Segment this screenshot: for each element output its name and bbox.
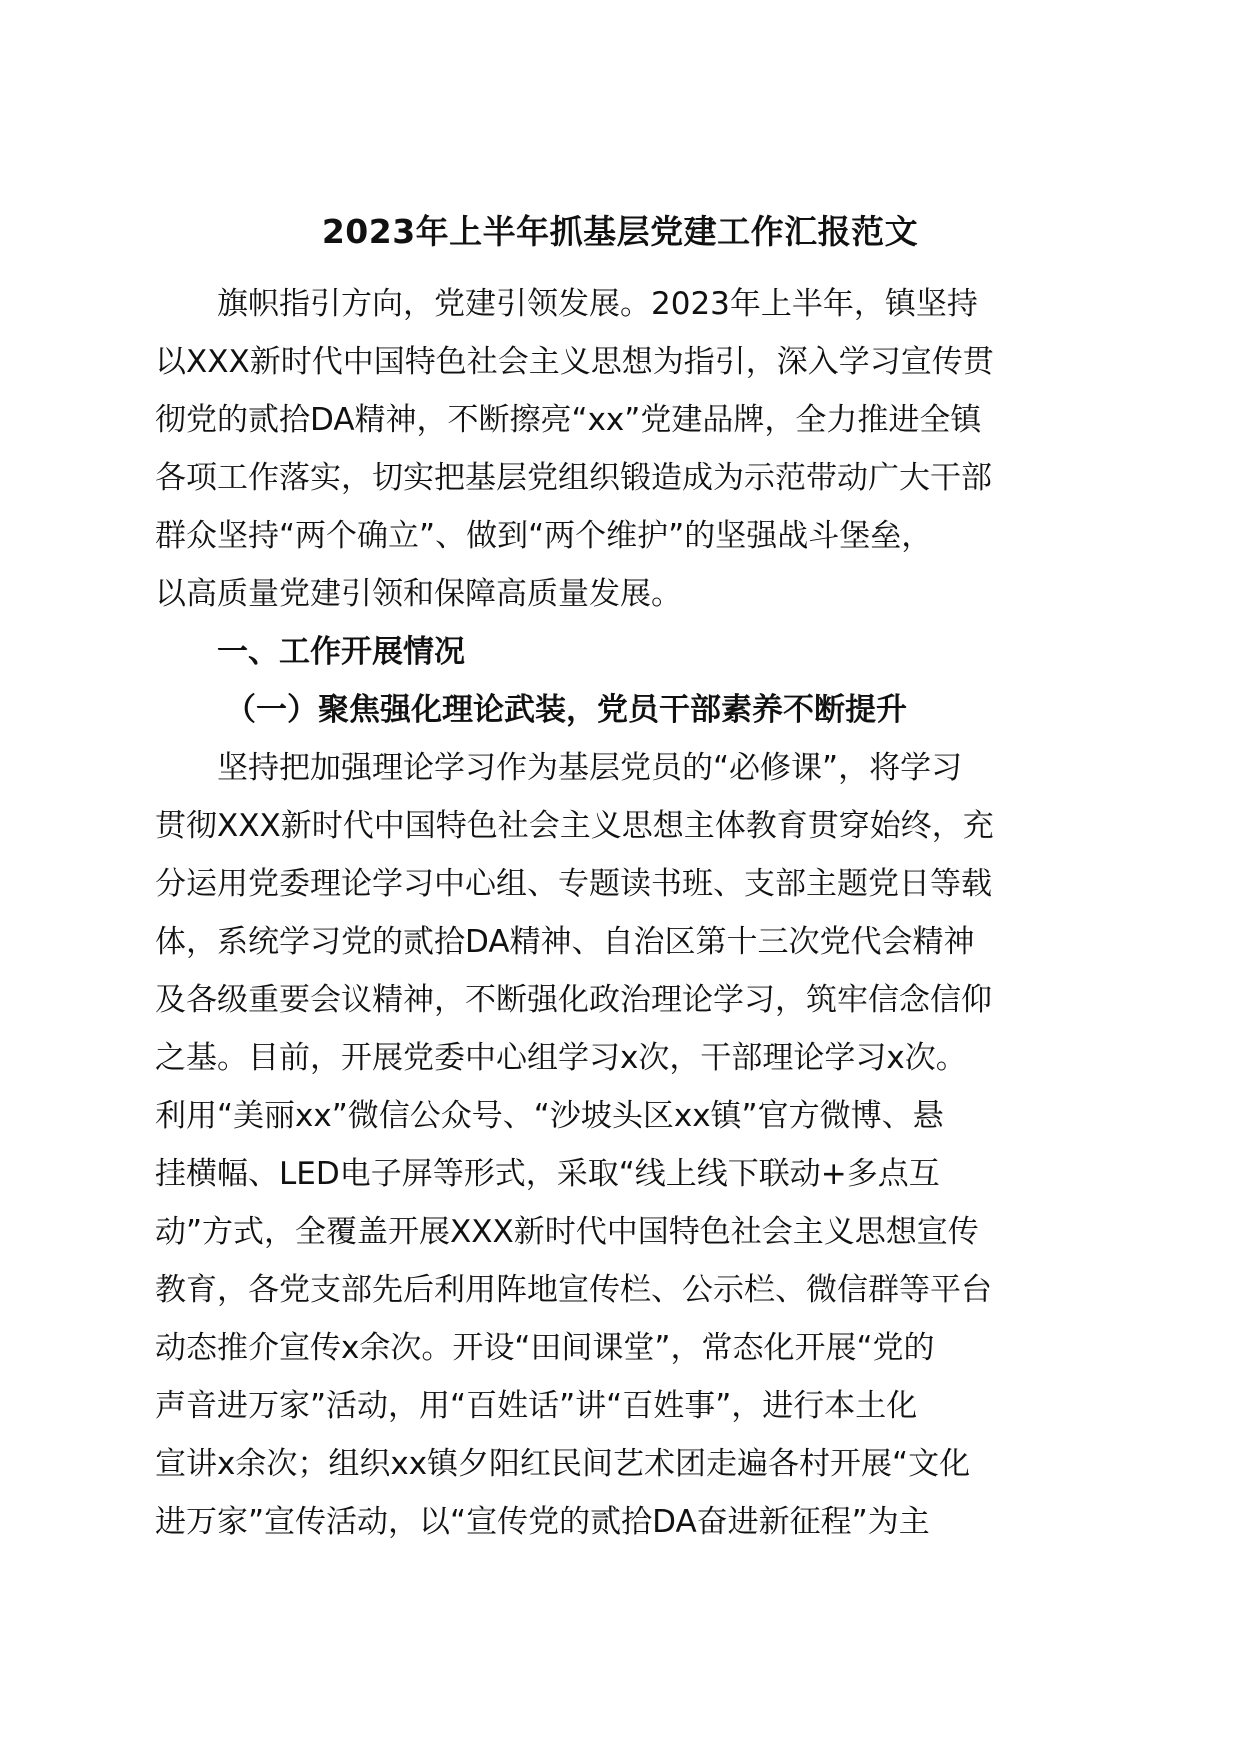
paragraph-line: 分运用党委理论学习中心组、专题读书班、支部主题党日等载: [155, 866, 992, 902]
paragraph-line: 宣讲x余次；组织xx镇夕阳红民间艺术团走遍各村开展“文化: [155, 1446, 971, 1482]
paragraph-line: 进万家”宣传活动，以“宣传党的贰拾DA奋进新征程”为主: [155, 1504, 930, 1540]
paragraph-line: 体，系统学习党的贰拾DA精神、自治区第十三次党代会精神: [155, 924, 975, 960]
document-body: [155, 275, 1085, 1551]
paragraph-line: 及各级重要会议精神，不断强化政治理论学习，筑牢信念信仰: [155, 982, 992, 1018]
paragraph-line: 群众坚持“两个确立”、做到“两个维护”的坚强战斗堡垒，: [155, 518, 933, 554]
section-heading: 一、工作开展情况: [217, 634, 465, 670]
document-title: 2023年上半年抓基层党建工作汇报范文: [321, 212, 919, 251]
paragraph-line: 以XXX新时代中国特色社会主义思想为指引，深入学习宣传贯: [155, 344, 994, 380]
paragraph-line: 动”方式，全覆盖开展XXX新时代中国特色社会主义思想宣传: [155, 1214, 979, 1250]
paragraph-line: 坚持把加强理论学习作为基层党员的“必修课”，将学习: [217, 750, 963, 786]
paragraph-line: 之基。目前，开展党委中心组学习x次，干部理论学习x次。: [155, 1040, 967, 1076]
paragraph-line: 挂横幅、LED电子屏等形式，采取“线上线下联动+多点互: [155, 1156, 940, 1192]
subsection-heading: （一）聚焦强化理论武装，党员干部素养不断提升: [225, 692, 907, 728]
paragraph-line: 声音进万家”活动，用“百姓话”讲“百姓事”，进行本土化: [155, 1388, 918, 1424]
paragraph-line: 动态推介宣传x余次。开设“田间课堂”，常态化开展“党的: [155, 1330, 935, 1366]
paragraph-line: 旗帜指引方向，党建引领发展。2023年上半年，镇坚持: [217, 286, 978, 322]
paragraph-line: 利用“美丽xx”微信公众号、“沙坡头区xx镇”官方微博、悬: [155, 1098, 944, 1134]
paragraph-line: 各项工作落实，切实把基层党组织锻造成为示范带动广大干部: [155, 460, 992, 496]
paragraph-line: 彻党的贰拾DA精神，不断擦亮“xx”党建品牌，全力推进全镇: [155, 402, 982, 438]
paragraph-line: 贯彻XXX新时代中国特色社会主义思想主体教育贯穿始终，充: [155, 808, 994, 844]
paragraph-line: 教育，各党支部先后利用阵地宣传栏、公示栏、微信群等平台: [155, 1272, 992, 1308]
paragraph-line: 以高质量党建引领和保障高质量发展。: [155, 576, 682, 612]
